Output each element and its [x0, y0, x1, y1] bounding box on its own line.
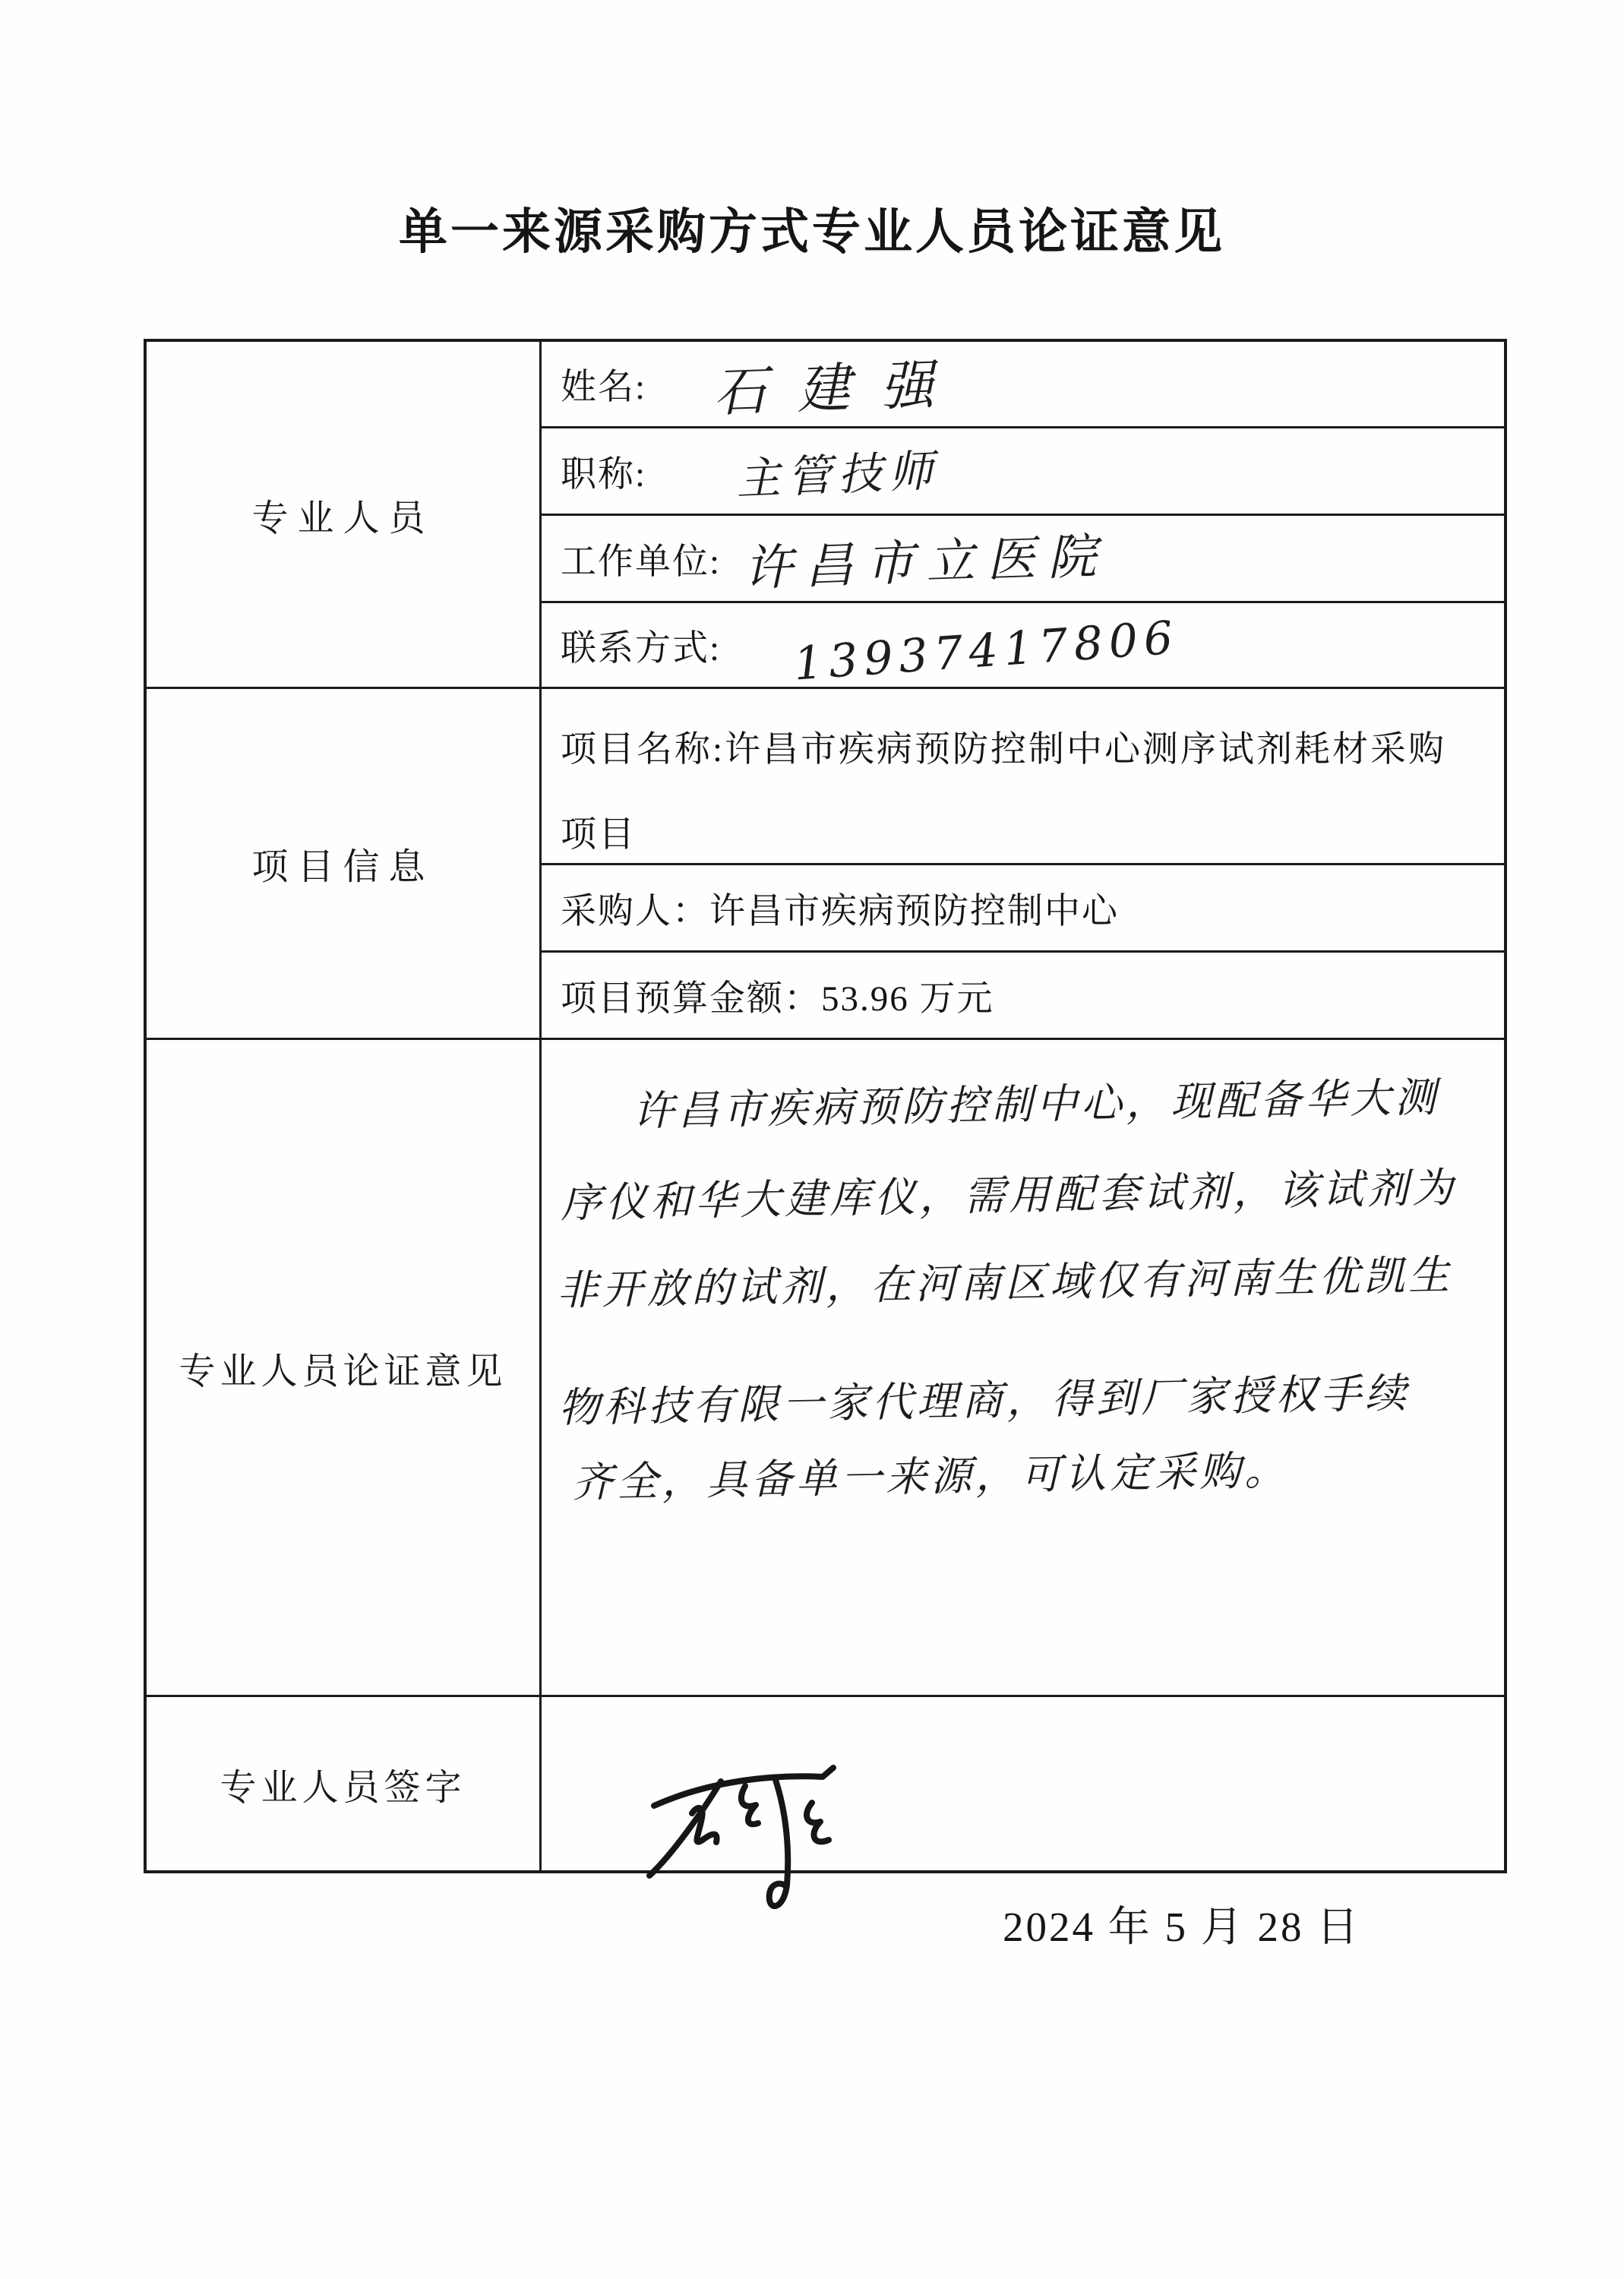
opinion-section-label: 专业人员论证意见 [147, 1040, 542, 1697]
signature-stroke [741, 1786, 758, 1824]
field-row-work-unit [542, 516, 1504, 603]
name-handwritten-value: 石建强 [712, 352, 965, 424]
opinion-line: 许昌市疾病预防控制中心，现配备华大测 [632, 1073, 1440, 1136]
contact-field-label: 联系方式: [561, 628, 722, 669]
field-row-contact [542, 603, 1504, 689]
project-section-label: 项目信息 [147, 689, 542, 1040]
signature-stroke [692, 1808, 717, 1842]
opinion-cell [542, 1040, 1504, 1697]
opinion-line: 齐全，具备单一来源，可认定采购。 [571, 1446, 1290, 1507]
project-name-text: 项目名称:许昌市疾病预防控制中心测序试剂耗材采购项目 [542, 689, 1504, 865]
opinion-line: 非开放的试剂，在河南区域仅有河南生优凯生 [556, 1250, 1454, 1315]
work-unit-handwritten-value: 许昌市立医院 [743, 528, 1110, 598]
work-unit-field-label: 工作单位: [561, 542, 722, 582]
page-title: 单一来源采购方式专业人员论证意见 [399, 205, 1225, 259]
contact-handwritten-value: 13937417806 [791, 611, 1181, 691]
signature-stroke [807, 1803, 829, 1841]
signature-section-label: 专业人员签字 [147, 1697, 542, 1870]
signature-scrawl [648, 1739, 914, 1952]
field-row-job-title [542, 428, 1504, 516]
signature-stroke [769, 1780, 788, 1906]
field-row-name [542, 342, 1504, 428]
signature-cell [542, 1697, 1504, 1870]
opinion-line: 物科技有限一家代理商，得到厂家授权手续 [558, 1369, 1411, 1432]
name-field-label: 姓名: [561, 368, 647, 407]
budget-text: 项目预算金额：53.96 万元 [542, 953, 1504, 1040]
opinion-line: 序仪和华大建库仪，需用配套试剂，该试剂为 [560, 1163, 1458, 1228]
date-text: 2024 年 5 月 28 日 [1003, 1904, 1361, 1950]
job-title-handwritten-value: 主管技师 [735, 444, 941, 505]
buyer-text: 采购人：许昌市疾病预防控制中心 [542, 865, 1504, 953]
job-title-field-label: 职称: [561, 454, 647, 495]
professional-section-label: 专业人员 [147, 342, 542, 689]
form-table [144, 339, 1507, 1873]
